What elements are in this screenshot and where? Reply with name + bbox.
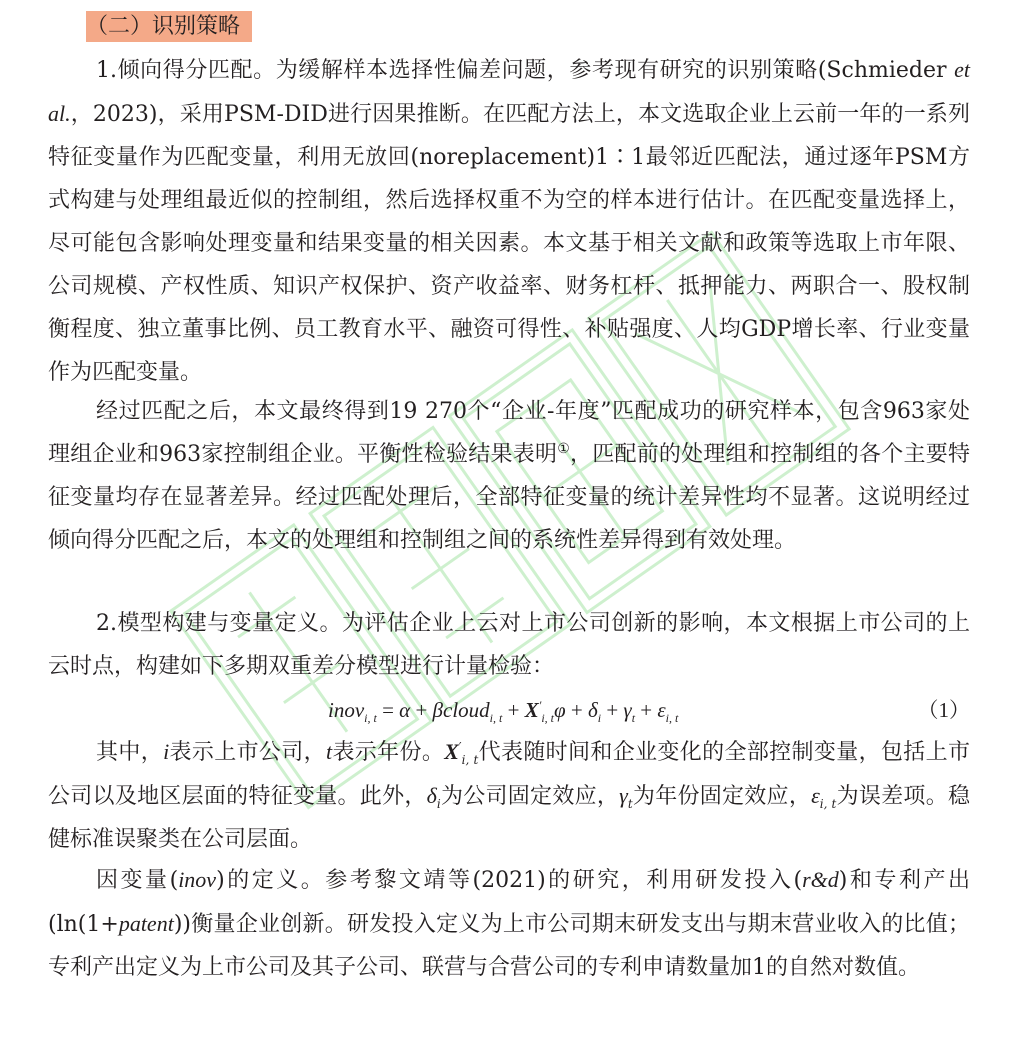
p4-t4: 代表随时间和企业变化的全部控制变量，包括上市公司以及地区层面的特征变量。此外，	[48, 740, 970, 809]
section-heading: （二）识别策略	[86, 11, 252, 42]
eq-plus-3: +	[570, 698, 583, 722]
eq-equals: =	[382, 698, 394, 722]
p4-t7: 为误差项。稳健标准误聚类在公司层面。	[48, 784, 970, 852]
footnote-mark[interactable]: ①	[557, 441, 570, 457]
eq-lhs: inov	[328, 698, 365, 722]
p4-t3: 表示年份。	[332, 740, 445, 765]
p4-t1: 其中，	[96, 740, 164, 765]
equation-number: （1）	[917, 698, 970, 722]
p5-rd: r&d	[802, 867, 839, 892]
para2-text-b: ，匹配前的处理组和控制组的各个主要特征变量均存在显著差异。经过匹配处理后，全部特征变量的统计差异性均不显著。这说明经过倾向得分匹配之后，本文的处理组和控制组之间的系统性差异得到有效处理。	[48, 442, 970, 553]
eq-gamma-sub: t	[631, 711, 636, 725]
paragraph-matching-result	[48, 390, 970, 562]
p4-eps-sub: i, t	[819, 797, 837, 811]
p4-t2: 表示上市公司，	[169, 740, 326, 765]
para1-etal: et al.	[48, 57, 970, 126]
p4-t5: 为公司固定效应，	[440, 784, 620, 809]
p5-t3: )和专利产出(ln(1+	[48, 868, 971, 937]
eq-alpha: α	[399, 698, 411, 722]
eq-delta: δ	[587, 698, 598, 722]
eq-gamma: γ	[623, 698, 632, 722]
eq-plus-2: +	[507, 698, 520, 722]
eq-cloud-sub: i, t	[489, 711, 503, 725]
eq-epsilon-sub: i, t	[665, 711, 679, 725]
eq-beta-cloud: βcloud	[432, 698, 490, 722]
eq-lhs-sub: i, t	[364, 711, 377, 725]
eq-plus-5: +	[640, 698, 653, 722]
p5-t4: ))衡量企业创新。研发投入定义为上市公司期末研发支出与期末营业收入的比值；专利产出定义为上市公司及其子公司、联营与合营公司的专利申请数量加1的自然对数值。	[48, 912, 970, 980]
para2-text-a: 经过匹配之后，本文最终得到19 270个“企业-年度”匹配成功的研究样本，包含963家处理组企业和963家控制组企业。平衡性检验结果表明	[48, 399, 970, 467]
paragraph-model: 2.模型构建与变量定义。为评估企业上云对上市公司创新的影响，本文根据上市公司的上云时点，构建如下多期双重差分模型进行计量检验：	[48, 611, 970, 679]
eq-plus-4: +	[606, 698, 619, 722]
p4-delta-sub: i	[436, 797, 441, 811]
p4-t: t	[325, 739, 333, 764]
p4-delta: δ	[426, 783, 437, 808]
p4-t6: 为年份固定效应，	[632, 784, 812, 809]
p4-X-sub: i, t	[461, 753, 479, 767]
eq-X-sub: i, t	[541, 711, 554, 725]
equation-body	[328, 690, 678, 730]
p5-inov: inov	[178, 867, 217, 892]
eq-phi: φ	[554, 698, 566, 722]
paragraph-psm	[48, 48, 970, 394]
eq-X: X	[524, 698, 539, 722]
p4-gamma-sub: t	[627, 797, 633, 811]
p4-X-sup: ′	[458, 740, 462, 754]
p5-patent: patent	[118, 911, 174, 936]
paragraph-dependent-variable	[48, 858, 970, 989]
p4-eps: ε	[811, 783, 820, 808]
p5-t2: )的定义。参考黎文靖等(2021)的研究，利用研发投入(	[216, 868, 803, 893]
p5-t1: 因变量(	[96, 868, 179, 893]
p4-i: i	[163, 739, 170, 764]
para1-text-a: 1.倾向得分匹配。为缓解样本选择性偏差问题，参考现有研究的识别策略(Schmieder	[96, 58, 955, 83]
eq-epsilon: ε	[657, 698, 666, 722]
paragraph-variables	[48, 730, 970, 861]
p4-gamma: γ	[619, 783, 628, 808]
eq-delta-sub: i	[597, 711, 602, 725]
para1-text-b: ，2023)，采用PSM-DID进行因果推断。在匹配方法上，本文选取企业上云前一年的一系列特征变量作为匹配变量，利用无放回(noreplacement)1∶1最邻近匹配法，通过逐年PSM方式构建与处理组最近似的控制组，然后选择权重不为空的样本进行估计。在匹配变量选择上，尽可能包含影响处理变量和结果变量的相关因素。本文基于相关文献和政策等选取上市年限、公司规模、产权性质、知识产权保护、资产收益率、财务杠杆、抵押能力、两职合一、股权制衡程度、独立董事比例、员工教育水平、融资可得性、补贴强度、人均GDP增长率、行业变量作为匹配变量。	[48, 102, 970, 385]
eq-plus-1: +	[415, 698, 428, 722]
eq-X-sup: ′	[538, 698, 542, 712]
p4-X: X	[444, 739, 459, 764]
equation-1	[48, 690, 970, 730]
